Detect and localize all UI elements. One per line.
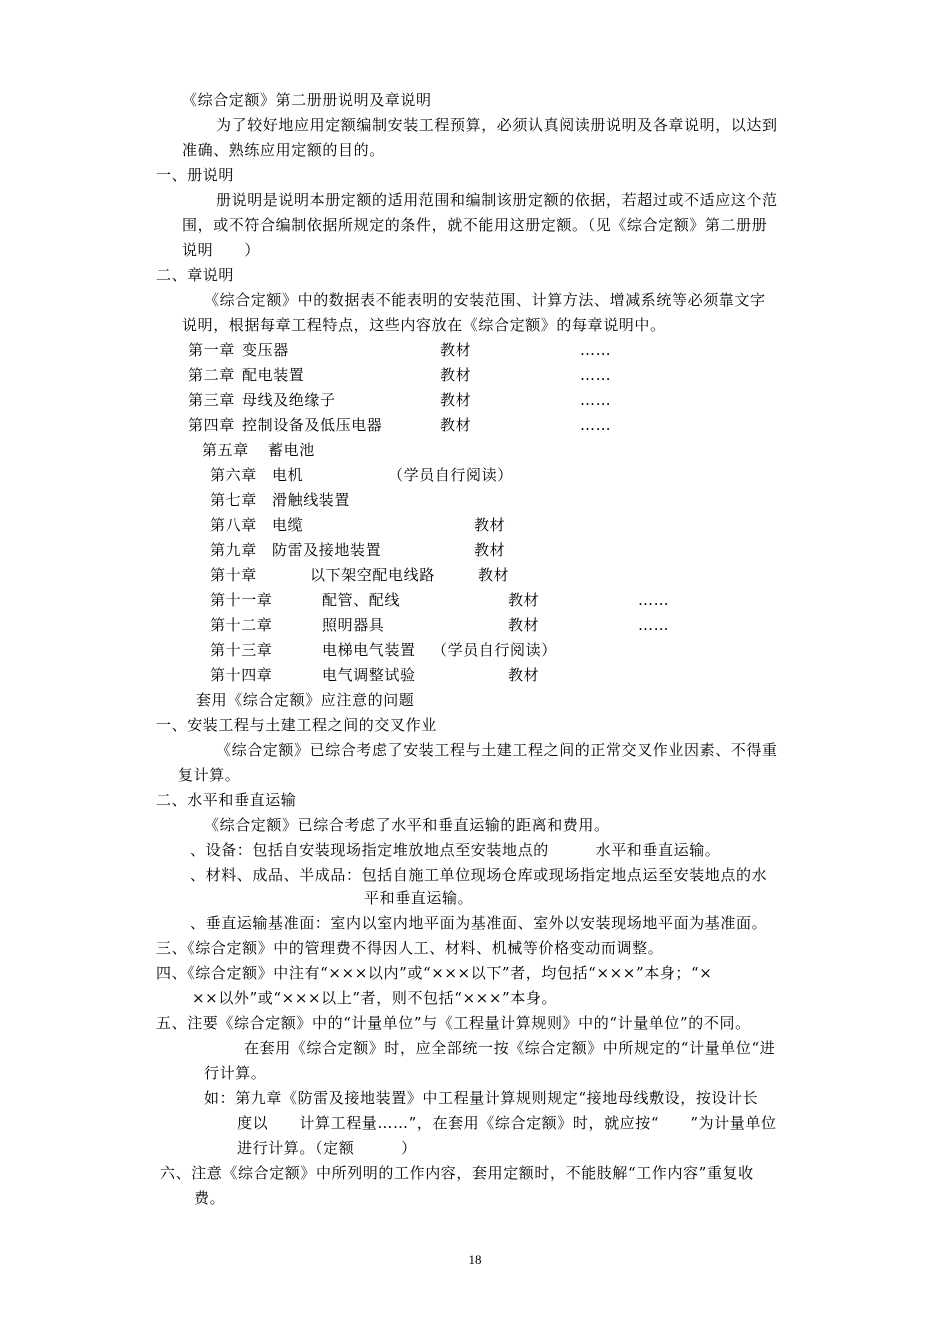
item-1-line-1: 《综合定额》已综合考虑了安装工程与土建工程之间的正常交叉作业因素、不得重 xyxy=(216,741,778,759)
item-4-line-2: ××以外”或“×××以上”者，则不包括“×××”本身。 xyxy=(192,989,558,1007)
section-2-line-1: 《综合定额》中的数据表不能表明的安装范围、计算方法、增减系统等必须靠文字 xyxy=(204,291,766,309)
section-1-line-3: 说明 ） xyxy=(182,241,261,259)
item-6-line-1: 六、注意《综合定额》中所列明的工作内容，套用定额时，不能肢解“工作内容”重复收 xyxy=(160,1164,754,1182)
chapter-number: 第一章 xyxy=(188,341,235,359)
chapter-note: （学员自行阅读） xyxy=(432,641,557,659)
item-5-heading: 五、注要《综合定额》中的“计量单位”与《工程量计算规则》中的“计量单位”的不同。 xyxy=(156,1014,751,1032)
chapter-number: 第二章 xyxy=(188,366,235,384)
chapter-number: 第三章 xyxy=(188,391,235,409)
chapter-extra: …… xyxy=(580,416,612,434)
chapter-number: 第十三章 xyxy=(210,641,273,659)
intro-line-2: 准确、熟练应用定额的目的。 xyxy=(182,141,385,159)
item-2-heading: 二、水平和垂直运输 xyxy=(156,791,297,809)
section-1-line-2: 围，或不符合编制依据所规定的条件，就不能用这册定额。（见《综合定额》第二册册 xyxy=(182,216,768,234)
item-5-example-1: 如：第九章《防雷及接地装置》中工程量计算规则规定“接地母线敷设，按设计长 xyxy=(204,1089,759,1107)
item-5-example-2: 度以 计算工程量……”，在套用《综合定额》时，就应按“ ”为计量单位 xyxy=(237,1114,777,1132)
item-3: 三、《综合定额》中的管理费不得因人工、材料、机械等价格变动而调整。 xyxy=(156,939,664,957)
item-4-line-1: 四、《综合定额》中注有“×××以内”或“×××以下”者，均包括“×××”本身；“× xyxy=(156,964,713,982)
chapter-name: 蓄电池 xyxy=(268,441,315,459)
section-subtitle: 套用《综合定额》应注意的问题 xyxy=(196,691,415,709)
item-2-body: 《综合定额》已综合考虑了水平和垂直运输的距离和费用。 xyxy=(204,816,610,834)
chapter-name: 以下架空配电线路 xyxy=(310,566,435,584)
item-1-line-2: 复计算。 xyxy=(178,766,241,784)
chapter-name: 控制设备及低压电器 xyxy=(242,416,383,434)
chapter-name: 防雷及接地装置 xyxy=(272,541,382,559)
chapter-note: 教材 xyxy=(440,366,472,384)
chapter-extra: …… xyxy=(580,366,612,384)
chapter-name: 母线及绝缘子 xyxy=(242,391,336,409)
item-2-bullet-equipment: 、设备：包括自安装现场指定堆放地点至安装地点的 水平和垂直运输。 xyxy=(190,841,721,859)
chapter-number: 第四章 xyxy=(188,416,235,434)
section-2-line-2: 说明，根据每章工程特点，这些内容放在《综合定额》的每章说明中。 xyxy=(182,316,666,334)
chapter-number: 第十章 xyxy=(210,566,257,584)
page-number: 18 xyxy=(468,1252,482,1267)
chapter-number: 第八章 xyxy=(210,516,257,534)
chapter-note: 教材 xyxy=(440,391,472,409)
chapter-name: 配电装置 xyxy=(242,366,305,384)
chapter-number: 第十一章 xyxy=(210,591,273,609)
item-2-bullet-vertical: 、垂直运输基准面：室内以室内地平面为基准面、室外以安装现场地平面为基准面。 xyxy=(190,914,768,932)
chapter-note: 教材 xyxy=(508,666,540,684)
item-2-bullet-materials-cont: 平和垂直运输。 xyxy=(364,889,474,907)
item-5-example-3: 进行计算。（定额 ） xyxy=(237,1139,417,1157)
chapter-name: 照明器具 xyxy=(322,616,385,634)
chapter-note: 教材 xyxy=(440,416,472,434)
chapter-note: 教材 xyxy=(474,516,506,534)
chapter-note: 教材 xyxy=(508,616,540,634)
chapter-extra: …… xyxy=(638,591,670,609)
chapter-number: 第九章 xyxy=(210,541,257,559)
chapter-extra: …… xyxy=(580,341,612,359)
chapter-name: 滑触线装置 xyxy=(272,491,351,509)
chapter-number: 第十四章 xyxy=(210,666,273,684)
item-2-bullet-materials: 、材料、成品、半成品：包括自施工单位现场仓库或现场指定地点运至安装地点的水 xyxy=(190,866,768,884)
item-5-line-1: 在套用《综合定额》时，应全部统一按《综合定额》中所规定的“计量单位“进 xyxy=(244,1039,776,1057)
chapter-number: 第十二章 xyxy=(210,616,273,634)
chapter-note: （学员自行阅读） xyxy=(388,466,513,484)
chapter-extra: …… xyxy=(580,391,612,409)
item-1-heading: 一、安装工程与土建工程之间的交叉作业 xyxy=(156,716,437,734)
chapter-note: 教材 xyxy=(508,591,540,609)
chapter-name: 配管、配线 xyxy=(322,591,401,609)
chapter-note: 教材 xyxy=(474,541,506,559)
doc-title: 《综合定额》第二册册说明及章说明 xyxy=(182,91,432,109)
chapter-note: 教材 xyxy=(440,341,472,359)
chapter-name: 变压器 xyxy=(242,341,289,359)
item-5-line-2: 行计算。 xyxy=(204,1064,267,1082)
section-1-heading: 一、册说明 xyxy=(156,166,235,184)
item-6-line-2: 费。 xyxy=(194,1189,226,1207)
chapter-name: 电梯电气装置 xyxy=(322,641,416,659)
chapter-name: 电气调整试验 xyxy=(322,666,416,684)
chapter-number: 第六章 xyxy=(210,466,257,484)
chapter-extra: …… xyxy=(638,616,670,634)
chapter-number: 第七章 xyxy=(210,491,257,509)
section-1-line-1: 册说明是说明本册定额的适用范围和编制该册定额的依据，若超过或不适应这个范 xyxy=(216,191,778,209)
section-2-heading: 二、章说明 xyxy=(156,266,235,284)
chapter-name: 电缆 xyxy=(272,516,304,534)
chapter-note: 教材 xyxy=(478,566,510,584)
chapter-name: 电机 xyxy=(272,466,304,484)
chapter-number: 第五章 xyxy=(202,441,249,459)
intro-line-1: 为了较好地应用定额编制安装工程预算，必须认真阅读册说明及各章说明，以达到 xyxy=(216,116,778,134)
